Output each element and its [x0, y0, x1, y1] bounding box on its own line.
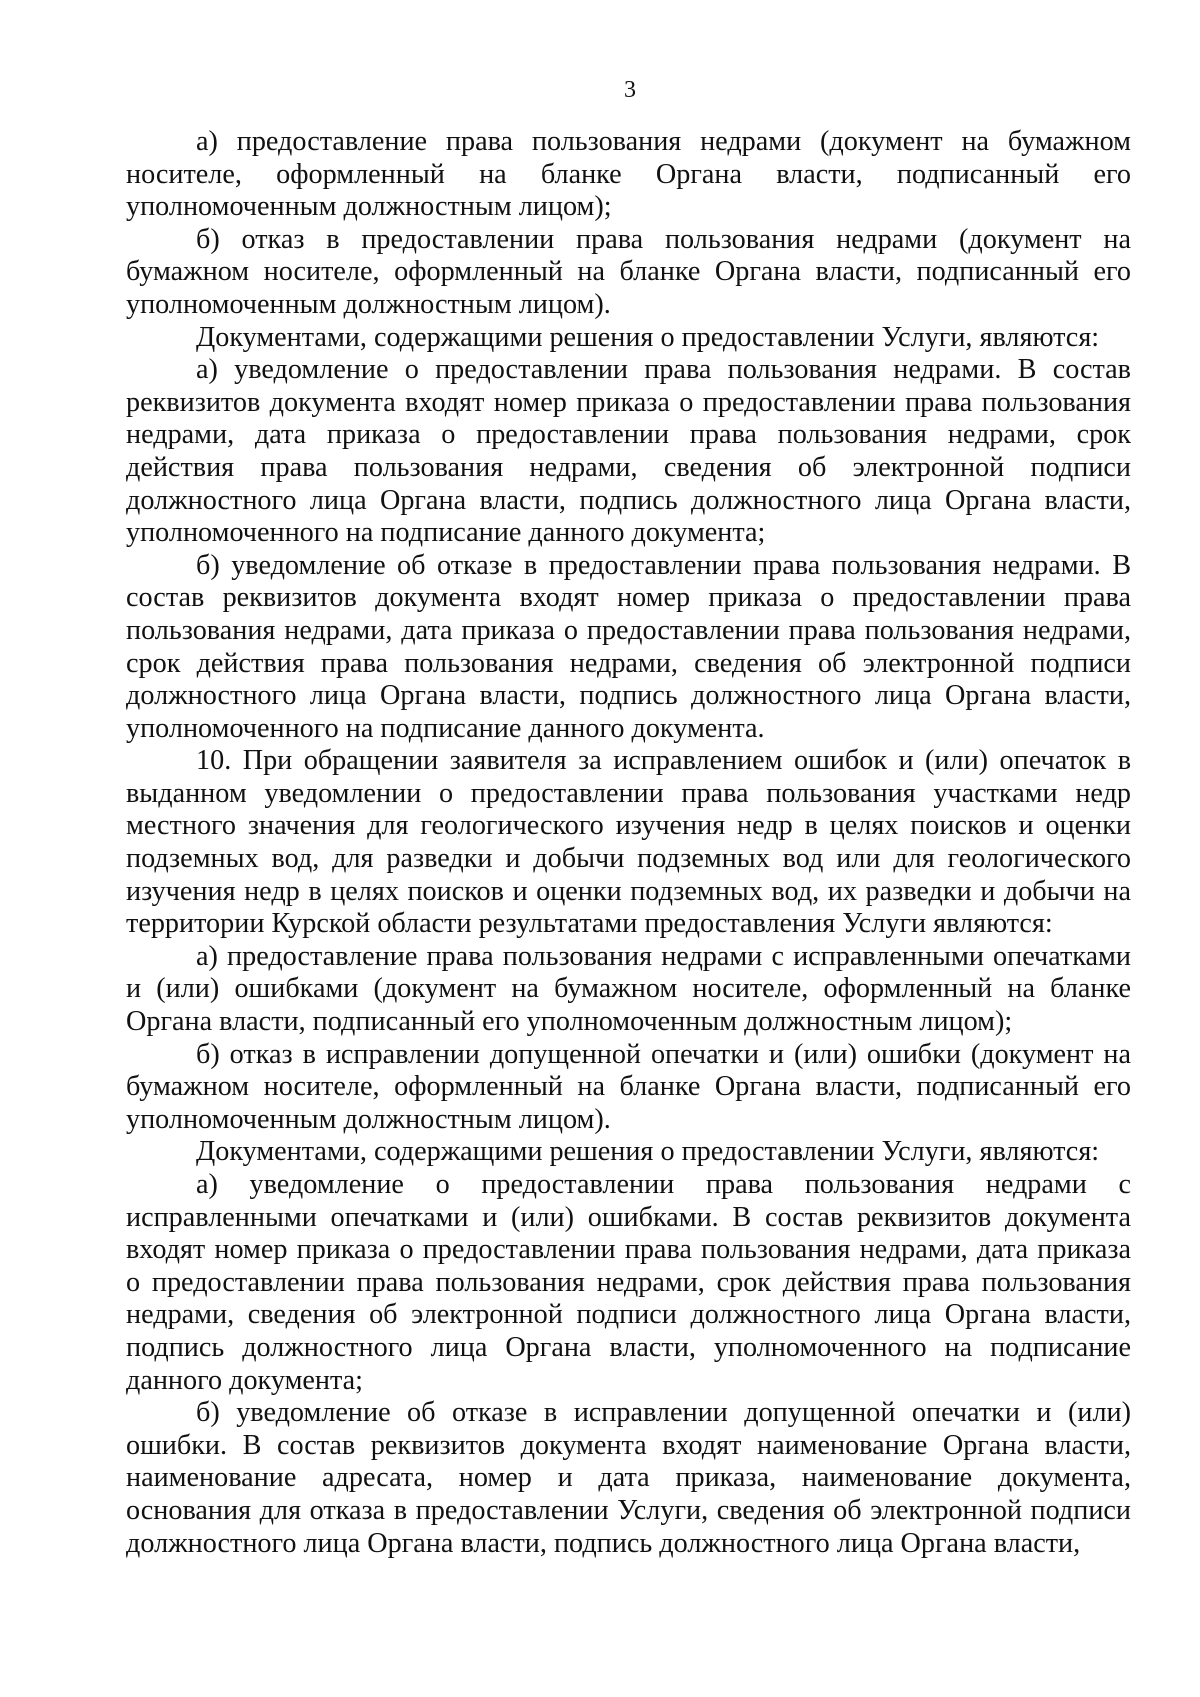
- paragraph-decision-documents: Документами, содержащими решения о предоставлении Услуги, являются:: [196, 321, 1100, 353]
- paragraph-item-a-notification: а) уведомление о предоставлении права пользования недрами. В состав реквизитов документа входят номер приказа о предоставлении права пользования недрами, дата приказа о предоставлении права пользования недрами, срок действия права пользования недрами, сведения об электронной подписи должностного лица Органа власти, подпись должностного лица Органа власти, уполномоченного на подписание данного документа;: [126, 354, 1131, 549]
- paragraph-item-b-refusal-notification: б) уведомление об отказе в предоставлении права пользования недрами. В состав реквизитов документа входят номер приказа о предоставлении права пользования недрами, дата приказа о предоставлении права пользования недрами, срок действия права пользования недрами, сведения об электронной подписи должностного лица Органа власти, подпись должностного лица Органа власти, уполномоченного на подписание данного документа.: [126, 549, 1131, 744]
- page-number: 3: [624, 77, 636, 103]
- paragraph-section-10: 10. При обращении заявителя за исправлением ошибок и (или) опечаток в выданном уведомлении о предоставлении права пользования участками недр местного значения для геологического изучения недр в целях поисков и оценки подземных вод, для разведки и добычи подземных вод или для геологического изучения недр в целях поисков и оценки подземных вод, их разведки и добычи на территории Курской области результатами предоставления Услуги являются:: [126, 745, 1131, 940]
- paragraph-decision-documents-2: Документами, содержащими решения о предоставлении Услуги, являются:: [196, 1136, 1100, 1168]
- paragraph-item-a-corrected-grant: а) предоставление права пользования недрами с исправленными опечатками и (или) ошибками (документ на бумажном носителе, оформленный на бланке Органа власти, подписанный его уполномоченным должностным лицом);: [126, 940, 1131, 1038]
- paragraph-item-a-grant-right: а) предоставление права пользования недрами (документ на бумажном носителе, оформленный на бланке Органа власти, подписанный его уполномоченным должностным лицом);: [126, 126, 1131, 223]
- paragraph-item-a-corrected-notification: а) уведомление о предоставлении права пользования недрами с исправленными опечатками и (или) ошибками. В состав реквизитов документа входят номер приказа о предоставлении права пользования недрами, дата приказа о предоставлении права пользования недрами, срок действия права пользования недрами, сведения об электронной подписи должностного лица Органа власти, подпись должностного лица Органа власти, уполномоченного на подписание данного документа;: [126, 1169, 1131, 1396]
- document-body: [126, 126, 1131, 1560]
- paragraph-item-b-correction-refusal: б) отказ в исправлении допущенной опечатки и (или) ошибки (документ на бумажном носителе, оформленный на бланке Органа власти, подписанный его уполномоченным должностным лицом).: [126, 1038, 1131, 1135]
- paragraph-item-b-correction-refusal-notification: б) уведомление об отказе в исправлении допущенной опечатки и (или) ошибки. В состав реквизитов документа входят наименование Органа власти, наименование адресата, номер и дата приказа, наименование документа, основания для отказа в предоставлении Услуги, сведения об электронной подписи должностного лица Органа власти, подпись должностного лица Органа власти,: [126, 1397, 1131, 1559]
- paragraph-item-b-refusal: б) отказ в предоставлении права пользования недрами (документ на бумажном носителе, оформленный на бланке Органа власти, подписанный его уполномоченным должностным лицом).: [126, 223, 1131, 320]
